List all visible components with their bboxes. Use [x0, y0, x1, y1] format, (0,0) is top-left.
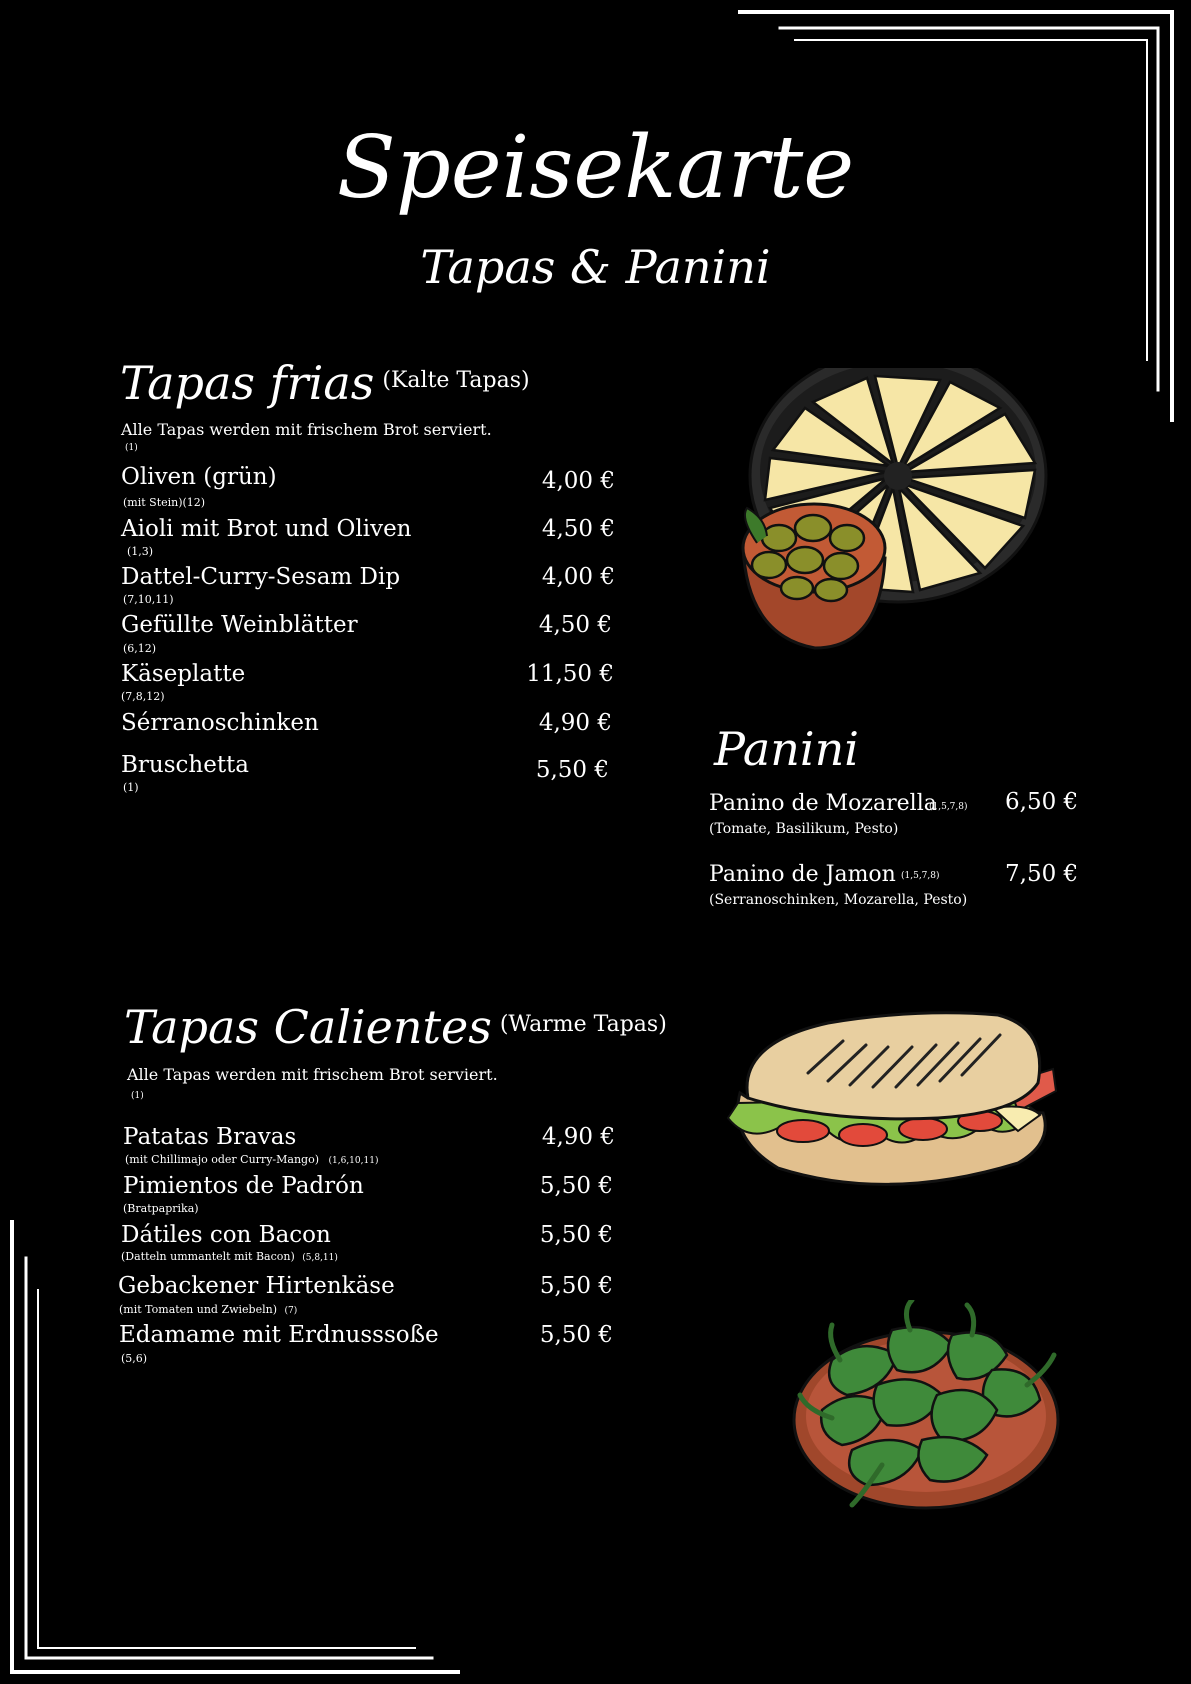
menu-item-price: 11,50 € — [526, 661, 614, 687]
menu-item-description — [121, 1250, 338, 1263]
menu-item-name: Oliven (grün) — [121, 464, 277, 490]
menu-item-price: 4,90 € — [541, 1124, 615, 1150]
menu-item-allergens: (5,6) — [121, 1352, 148, 1365]
menu-item-price: 4,00 € — [541, 564, 615, 590]
menu-item-price: 5,50 € — [539, 1273, 613, 1299]
menu-item-name: Pimientos de Padrón — [123, 1173, 364, 1199]
panini-item-description: (Serranoschinken, Mozarella, Pesto) — [709, 892, 968, 908]
menu-item-allergens: (1,3) — [127, 545, 154, 558]
menu-item-price: 4,50 € — [538, 612, 612, 638]
tapas-calientes-title: Tapas Calientes — [124, 1000, 492, 1054]
tapas-calientes-note: Alle Tapas werden mit frischem Brot serviert. — [127, 1065, 498, 1084]
menu-item-allergens: (1) — [123, 781, 139, 794]
panini-item-price: 7,50 € — [1005, 861, 1079, 887]
tapas-frias-note: Alle Tapas werden mit frischem Brot serviert. — [121, 420, 492, 439]
menu-item-allergens: (mit Stein)(12) — [123, 496, 206, 509]
tapas-calientes-heading — [124, 1000, 667, 1054]
menu-item-name: Edamame mit Erdnusssoße — [119, 1322, 439, 1348]
panini-item-price: 6,50 € — [1005, 789, 1079, 815]
tapas-frias-heading — [120, 356, 530, 410]
menu-item-name: Dattel-Curry-Sesam Dip — [121, 564, 401, 590]
menu-subtitle: Tapas & Panini — [420, 240, 771, 294]
menu-item-description — [125, 1153, 378, 1166]
menu-item-name: Aioli mit Brot und Oliven — [121, 516, 412, 542]
menu-item-allergens: (7) — [284, 1306, 298, 1316]
menu-item-name: Dátiles con Bacon — [121, 1222, 331, 1248]
panini-sandwich-icon — [718, 1003, 1060, 1198]
panini-heading: Panini — [714, 722, 859, 776]
padron-peppers-icon — [792, 1300, 1067, 1515]
tapas-frias-subtitle: (Kalte Tapas) — [382, 368, 530, 393]
menu-item-allergens: (6,12) — [123, 642, 157, 655]
menu-title: Speisekarte — [336, 118, 855, 218]
menu-item-name: Bruschetta — [121, 752, 250, 778]
menu-item-allergens: (1,6,10,11) — [328, 1156, 379, 1166]
menu-item-price: 5,50 € — [539, 1222, 613, 1248]
menu-item-allergens: (7,8,12) — [121, 690, 165, 703]
tapas-frias-note-allergen: (1) — [125, 443, 138, 453]
menu-item-description — [119, 1303, 297, 1316]
cheese-platter-olives-icon — [735, 368, 1070, 653]
panini-item-name: Panino de Mozarella — [709, 791, 937, 816]
menu-item-description: (Bratpaprika) — [123, 1202, 199, 1215]
menu-item-description-text: (mit Tomaten und Zwiebeln) — [119, 1303, 278, 1316]
menu-item-price: 4,90 € — [538, 710, 612, 736]
panini-item-description: (Tomate, Basilikum, Pesto) — [709, 821, 899, 837]
menu-item-price: 4,00 € — [541, 468, 615, 494]
menu-item-description-text: (mit Chillimajo oder Curry-Mango) — [125, 1153, 319, 1166]
menu-item-name: Gebackener Hirtenkäse — [118, 1273, 395, 1299]
tapas-calientes-subtitle: (Warme Tapas) — [499, 1012, 667, 1037]
tapas-calientes-note-allergen: (1) — [131, 1091, 144, 1101]
menu-item-price: 4,50 € — [541, 516, 615, 542]
panini-item-allergens: (1,5,7,8) — [929, 802, 968, 812]
menu-item-name: Sérranoschinken — [121, 710, 319, 736]
menu-item-allergens: (5,8,11) — [302, 1253, 338, 1263]
menu-item-name: Patatas Bravas — [123, 1124, 297, 1150]
menu-item-price: 5,50 € — [539, 1322, 613, 1348]
panini-item-allergens: (1,5,7,8) — [901, 871, 940, 881]
menu-item-description-text: (Datteln ummantelt mit Bacon) — [121, 1250, 295, 1263]
tapas-frias-title: Tapas frias — [120, 356, 375, 410]
menu-item-price: 5,50 € — [539, 1173, 613, 1199]
menu-item-price: 5,50 € — [535, 757, 609, 783]
menu-item-allergens: (7,10,11) — [123, 593, 174, 606]
panini-item-name: Panino de Jamon — [709, 862, 896, 887]
menu-item-name: Gefüllte Weinblätter — [121, 612, 358, 638]
menu-item-name: Käseplatte — [121, 661, 246, 687]
